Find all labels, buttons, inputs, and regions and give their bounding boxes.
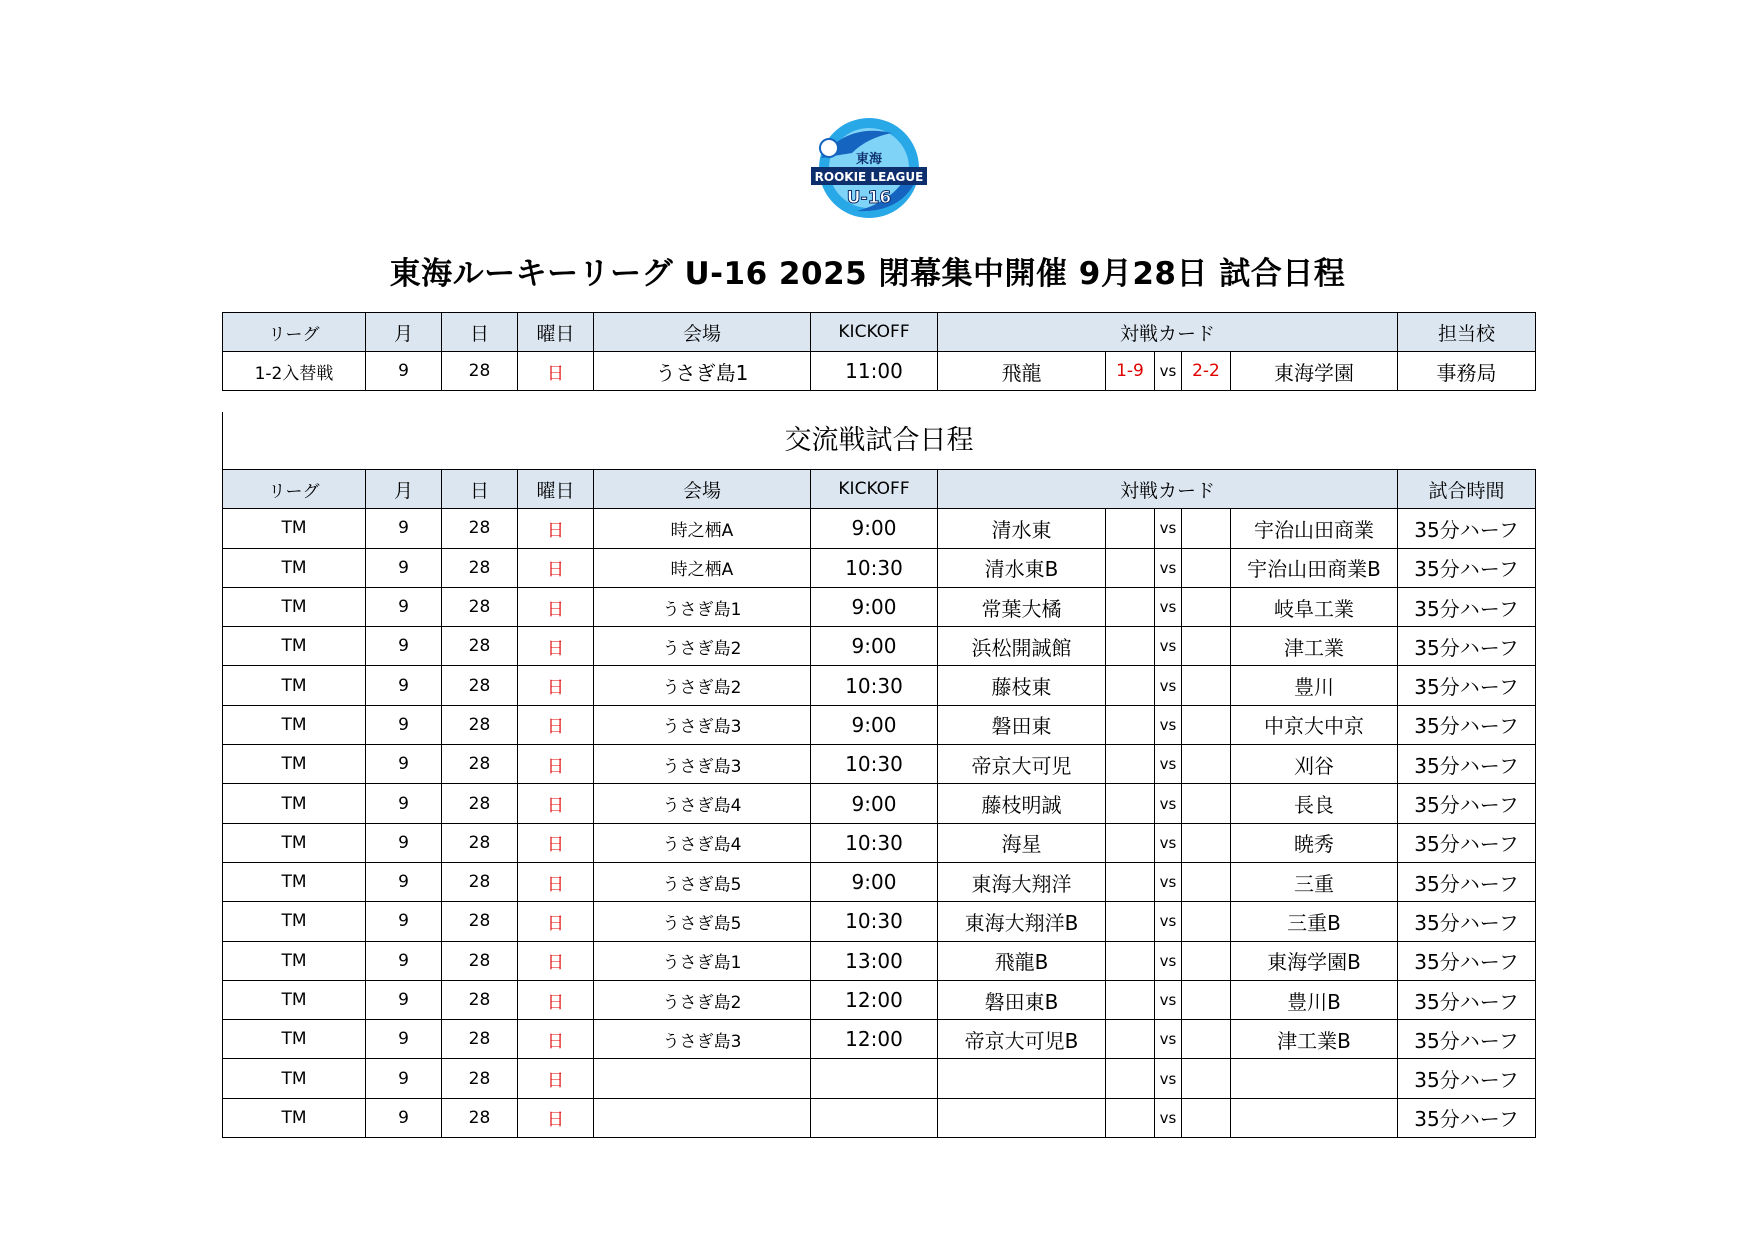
cell-weekday: 日 [518,862,594,901]
cell-venue: うさぎ島1 [594,352,811,391]
cell-weekday: 日 [518,745,594,784]
cell-score-away [1182,862,1231,901]
table-row [223,902,1536,941]
cell-match-time: 35分ハーフ [1398,509,1536,548]
cell-day: 28 [442,627,518,666]
cell-venue: 時之栖A [594,548,811,587]
cell-home-team: 藤枝東 [938,666,1106,705]
table-row [223,745,1536,784]
cell-kickoff: 9:00 [811,587,938,626]
cell-weekday: 日 [518,352,594,391]
cell-day: 28 [442,352,518,391]
cell-away-team: 長良 [1231,784,1398,823]
cell-month: 9 [366,1098,442,1137]
table-row [223,705,1536,744]
cell-extra: 事務局 [1398,352,1536,391]
cell-league: TM [223,1098,366,1137]
cell-score-away [1182,784,1231,823]
cell-score-away [1182,627,1231,666]
table-row [223,1020,1536,1059]
cell-weekday: 日 [518,902,594,941]
cell-league: TM [223,666,366,705]
cell-score-away [1182,587,1231,626]
cell-home-team: 帝京大可児 [938,745,1106,784]
cell-score-home: 1-9 [1106,352,1155,391]
cell-league: TM [223,745,366,784]
cell-venue: うさぎ島4 [594,784,811,823]
cell-day: 28 [442,902,518,941]
cell-home-team: 清水東B [938,548,1106,587]
cell-league: 1-2入替戦 [223,352,366,391]
cell-month: 9 [366,823,442,862]
cell-score-home [1106,1020,1155,1059]
cell-score-home [1106,509,1155,548]
cell-home-team: 清水東 [938,509,1106,548]
header-month: 月 [366,313,442,352]
cell-score-home [1106,587,1155,626]
cell-day: 28 [442,980,518,1019]
cell-league: TM [223,548,366,587]
cell-weekday: 日 [518,587,594,626]
cell-venue: うさぎ島1 [594,587,811,626]
cell-league: TM [223,862,366,901]
cell-score-home [1106,745,1155,784]
cell-away-team [1231,1098,1398,1137]
logo-line3: U-16 [846,188,892,208]
cell-day: 28 [442,666,518,705]
cell-month: 9 [366,941,442,980]
cell-venue: うさぎ島4 [594,823,811,862]
cell-month: 9 [366,902,442,941]
cell-match-time: 35分ハーフ [1398,666,1536,705]
cell-match-time: 35分ハーフ [1398,862,1536,901]
cell-away-team: 宇治山田商業 [1231,509,1398,548]
cell-match-time: 35分ハーフ [1398,627,1536,666]
cell-league: TM [223,902,366,941]
cell-away-team: 三重B [1231,902,1398,941]
cell-kickoff: 10:30 [811,548,938,587]
cell-kickoff: 12:00 [811,980,938,1019]
cell-league: TM [223,1059,366,1098]
header-match: 対戦カード [938,313,1398,352]
cell-month: 9 [366,980,442,1019]
cell-month: 9 [366,1020,442,1059]
cell-day: 28 [442,1098,518,1137]
table-row [223,823,1536,862]
cell-month: 9 [366,666,442,705]
cell-kickoff: 9:00 [811,627,938,666]
cell-kickoff: 10:30 [811,666,938,705]
table-row [223,1098,1536,1137]
cell-kickoff: 9:00 [811,705,938,744]
cell-kickoff: 9:00 [811,509,938,548]
cell-venue: うさぎ島3 [594,745,811,784]
cell-venue: うさぎ島5 [594,862,811,901]
cell-vs: vs [1155,1059,1182,1098]
logo-line2: ROOKIE LEAGUE [814,170,924,184]
cell-vs: vs [1155,980,1182,1019]
cell-venue: うさぎ島2 [594,666,811,705]
cell-venue: うさぎ島2 [594,980,811,1019]
cell-league: TM [223,941,366,980]
cell-home-team: 浜松開誠館 [938,627,1106,666]
section-title: 交流戦試合日程 [784,425,974,456]
cell-home-team: 東海大翔洋B [938,902,1106,941]
cell-vs: vs [1155,745,1182,784]
cell-vs: vs [1155,548,1182,587]
cell-vs: vs [1155,705,1182,744]
cell-venue: うさぎ島5 [594,902,811,941]
table-row [223,980,1536,1019]
cell-vs: vs [1155,587,1182,626]
cell-league: TM [223,587,366,626]
cell-match-time: 35分ハーフ [1398,1059,1536,1098]
cell-kickoff: 9:00 [811,784,938,823]
cell-home-team: 飛龍B [938,941,1106,980]
cell-home-team: 海星 [938,823,1106,862]
cell-vs: vs [1155,1020,1182,1059]
cell-day: 28 [442,862,518,901]
cell-score-away [1182,1059,1231,1098]
cell-day: 28 [442,705,518,744]
cell-match-time: 35分ハーフ [1398,587,1536,626]
table-row [223,862,1536,901]
cell-score-away [1182,980,1231,1019]
cell-score-home [1106,902,1155,941]
cell-away-team: 津工業 [1231,627,1398,666]
cell-away-team: 岐阜工業 [1231,587,1398,626]
cell-score-home [1106,627,1155,666]
cell-score-home [1106,980,1155,1019]
table-row [223,1059,1536,1098]
cell-kickoff: 10:30 [811,823,938,862]
cell-home-team: 磐田東B [938,980,1106,1019]
cell-score-home [1106,823,1155,862]
cell-score-home [1106,1098,1155,1137]
cell-away-team: 暁秀 [1231,823,1398,862]
cell-league: TM [223,784,366,823]
cell-weekday: 日 [518,1098,594,1137]
cell-weekday: 日 [518,823,594,862]
playoff-table [222,312,1536,391]
cell-score-home [1106,862,1155,901]
cell-weekday: 日 [518,1059,594,1098]
cell-vs: vs [1155,1098,1182,1137]
table-header-row [223,313,1536,352]
header-league: リーグ [223,313,366,352]
cell-weekday: 日 [518,509,594,548]
cell-kickoff: 11:00 [811,352,938,391]
cell-month: 9 [366,352,442,391]
cell-score-home [1106,1059,1155,1098]
friendly-matches-table [222,469,1536,1138]
cell-month: 9 [366,627,442,666]
cell-match-time: 35分ハーフ [1398,705,1536,744]
cell-match-time: 35分ハーフ [1398,784,1536,823]
cell-match-time: 35分ハーフ [1398,1098,1536,1137]
league-logo [807,113,931,223]
cell-weekday: 日 [518,627,594,666]
cell-month: 9 [366,705,442,744]
header-day: 日 [442,313,518,352]
logo-line1: 東海 [855,152,883,167]
cell-score-home [1106,784,1155,823]
cell-venue: うさぎ島3 [594,705,811,744]
table-row [223,548,1536,587]
table-header-row [223,470,1536,509]
cell-venue: 時之栖A [594,509,811,548]
cell-match-time: 35分ハーフ [1398,745,1536,784]
header-kickoff: KICKOFF [811,313,938,352]
cell-league: TM [223,823,366,862]
table-row [223,784,1536,823]
cell-score-home [1106,666,1155,705]
cell-day: 28 [442,823,518,862]
header-kickoff: KICKOFF [811,470,938,509]
cell-score-away [1182,509,1231,548]
cell-league: TM [223,705,366,744]
header-month: 月 [366,470,442,509]
header-day: 日 [442,470,518,509]
cell-match-time: 35分ハーフ [1398,902,1536,941]
cell-day: 28 [442,941,518,980]
cell-kickoff: 9:00 [811,862,938,901]
cell-month: 9 [366,745,442,784]
cell-away-team: 刈谷 [1231,745,1398,784]
cell-weekday: 日 [518,941,594,980]
cell-vs: vs [1155,941,1182,980]
cell-day: 28 [442,745,518,784]
cell-kickoff: 12:00 [811,1020,938,1059]
cell-day: 28 [442,548,518,587]
cell-vs: vs [1155,666,1182,705]
cell-home-team: 東海大翔洋 [938,862,1106,901]
header-extra: 担当校 [1398,313,1536,352]
cell-home-team: 帝京大可児B [938,1020,1106,1059]
cell-vs: vs [1155,352,1182,391]
cell-home-team [938,1059,1106,1098]
cell-score-home [1106,548,1155,587]
cell-home-team [938,1098,1106,1137]
cell-month: 9 [366,862,442,901]
cell-match-time: 35分ハーフ [1398,823,1536,862]
cell-match-time: 35分ハーフ [1398,941,1536,980]
cell-vs: vs [1155,509,1182,548]
header-match-time: 試合時間 [1398,470,1536,509]
cell-kickoff: 10:30 [811,745,938,784]
cell-day: 28 [442,1020,518,1059]
cell-weekday: 日 [518,1020,594,1059]
cell-league: TM [223,509,366,548]
cell-league: TM [223,1020,366,1059]
header-weekday: 曜日 [518,313,594,352]
cell-league: TM [223,627,366,666]
header-weekday: 曜日 [518,470,594,509]
cell-kickoff: 13:00 [811,941,938,980]
table-row [223,941,1536,980]
cell-venue [594,1098,811,1137]
cell-away-team [1231,1059,1398,1098]
cell-kickoff [811,1098,938,1137]
cell-away-team: 東海学園B [1231,941,1398,980]
cell-away-team: 宇治山田商業B [1231,548,1398,587]
cell-month: 9 [366,509,442,548]
cell-league: TM [223,980,366,1019]
cell-kickoff [811,1059,938,1098]
cell-weekday: 日 [518,548,594,587]
cell-month: 9 [366,548,442,587]
cell-venue: うさぎ島3 [594,1020,811,1059]
cell-day: 28 [442,509,518,548]
header-venue: 会場 [594,470,811,509]
cell-day: 28 [442,784,518,823]
cell-month: 9 [366,1059,442,1098]
cell-venue: うさぎ島2 [594,627,811,666]
cell-score-away [1182,823,1231,862]
table-row [223,509,1536,548]
cell-score-away [1182,745,1231,784]
cell-away-team: 津工業B [1231,1020,1398,1059]
cell-kickoff: 10:30 [811,902,938,941]
cell-weekday: 日 [518,784,594,823]
cell-venue [594,1059,811,1098]
cell-score-away [1182,1020,1231,1059]
cell-vs: vs [1155,862,1182,901]
cell-away-team: 豊川 [1231,666,1398,705]
cell-month: 9 [366,587,442,626]
table-row [223,352,1536,391]
cell-score-away: 2-2 [1182,352,1231,391]
header-league: リーグ [223,470,366,509]
cell-match-time: 35分ハーフ [1398,1020,1536,1059]
cell-score-home [1106,941,1155,980]
cell-score-away [1182,1098,1231,1137]
cell-month: 9 [366,784,442,823]
cell-home-team: 磐田東 [938,705,1106,744]
cell-score-away [1182,705,1231,744]
cell-day: 28 [442,1059,518,1098]
cell-match-time: 35分ハーフ [1398,980,1536,1019]
cell-score-home [1106,705,1155,744]
cell-score-away [1182,548,1231,587]
cell-weekday: 日 [518,666,594,705]
table-row [223,666,1536,705]
cell-score-away [1182,902,1231,941]
page-title: 東海ルーキーリーグ U-16 2025 閉幕集中開催 9月28日 試合日程 [389,256,1346,292]
cell-venue: うさぎ島1 [594,941,811,980]
cell-home-team: 藤枝明誠 [938,784,1106,823]
cell-score-away [1182,666,1231,705]
table-row [223,627,1536,666]
cell-home-team: 常葉大橘 [938,587,1106,626]
cell-vs: vs [1155,902,1182,941]
cell-away-team: 豊川B [1231,980,1398,1019]
cell-vs: vs [1155,784,1182,823]
cell-match-time: 35分ハーフ [1398,548,1536,587]
table-row [223,587,1536,626]
cell-weekday: 日 [518,705,594,744]
cell-score-away [1182,941,1231,980]
header-venue: 会場 [594,313,811,352]
cell-vs: vs [1155,823,1182,862]
cell-away-team: 東海学園 [1231,352,1398,391]
cell-away-team: 中京大中京 [1231,705,1398,744]
cell-day: 28 [442,587,518,626]
cell-away-team: 三重 [1231,862,1398,901]
cell-weekday: 日 [518,980,594,1019]
cell-vs: vs [1155,627,1182,666]
header-match: 対戦カード [938,470,1398,509]
cell-home-team: 飛龍 [938,352,1106,391]
